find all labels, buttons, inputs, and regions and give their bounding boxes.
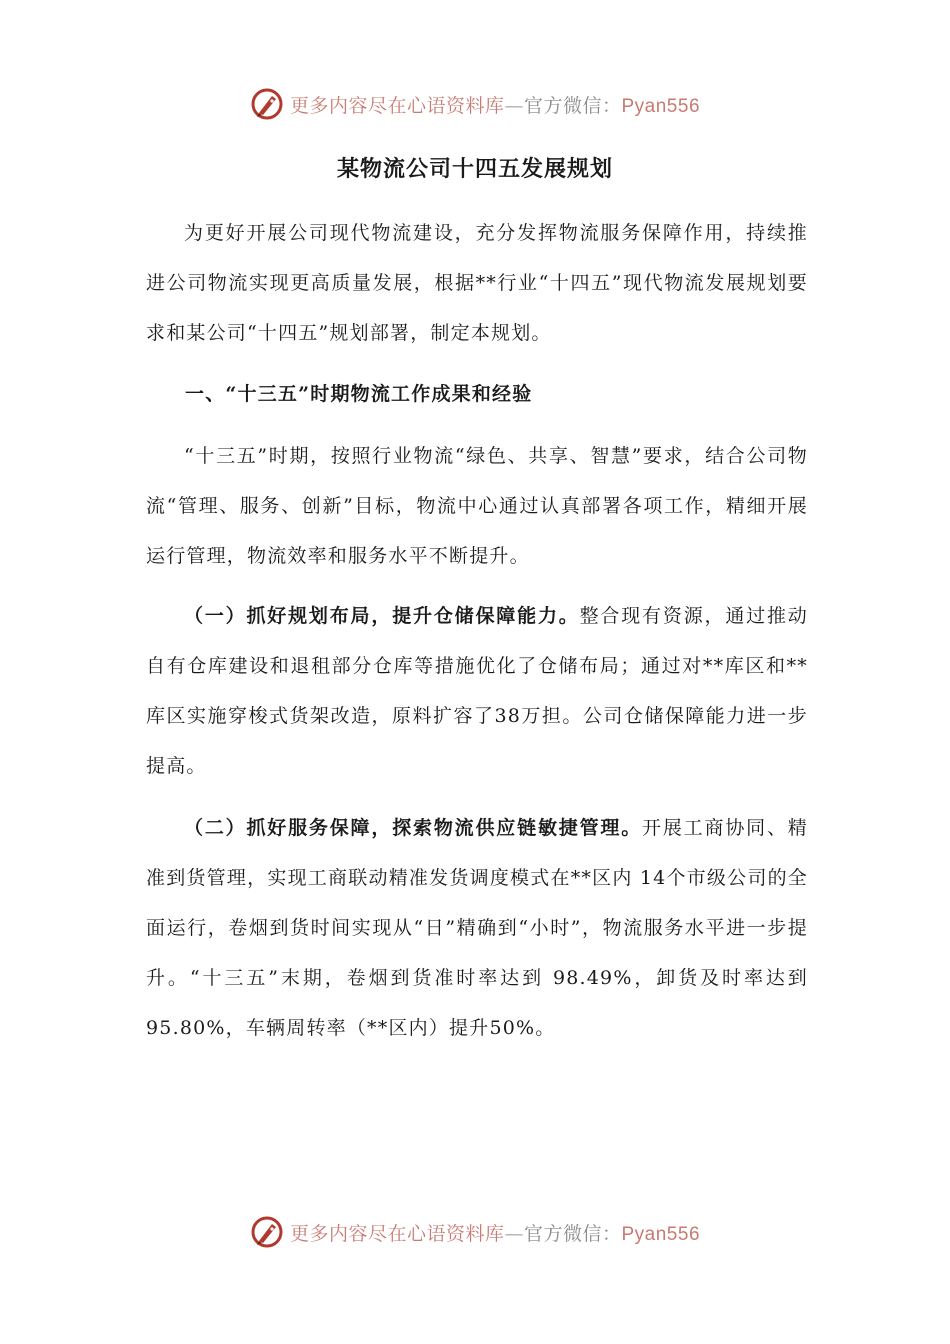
item-lead-1: （一）抓好规划布局，提升仓储保障能力。 [184, 605, 580, 627]
watermark-dash: — [504, 94, 524, 117]
item-body-1: 整合现有资源，通过推动自有仓库建设和退租部分仓库等措施优化了仓储布局；通过对**库区和**库区实施穿梭式货架改造，原料扩容了38万担。公司仓储保障能力进一步提高。 [146, 605, 808, 777]
watermark-wechat-label: 官方微信： [523, 94, 622, 117]
watermark-main: 更多内容尽在心语资料库 [289, 94, 505, 117]
watermark-wechat-id: Pyan556 [621, 95, 701, 117]
footer-watermark [0, 1212, 950, 1252]
watermark-main: 更多内容尽在心语资料库 [289, 1222, 505, 1245]
pen-logo-icon [250, 87, 284, 121]
section-heading: 一、“十三五”时期物流工作成果和经验 [185, 383, 533, 405]
intro-paragraph: 为更好开展公司现代物流建设，充分发挥物流服务保障作用，持续推进公司物流实现更高质量发展，根据**行业“十四五”现代物流发展规划要求和某公司“十四五”规划部署，制定本规划。 [146, 222, 808, 344]
pen-logo-icon [250, 1215, 284, 1249]
watermark-text [290, 1219, 700, 1246]
watermark-dash: — [504, 1222, 524, 1245]
item-body-2: 开展工商协同、精准到货管理，实现工商联动精准发货调度模式在**区内 14个市级公司的全面运行，卷烟到货时间实现从“日”精确到“小时”，物流服务水平进一步提升。“十三五”末期，卷烟到货准时率达到 98.49%，卸货及时率达到 95.80%，车辆周转率（**区内）提升50%。 [146, 817, 808, 1039]
watermark-text [290, 91, 700, 118]
watermark-wechat-id: Pyan556 [621, 1223, 701, 1245]
item-lead-2: （二）抓好服务保障，探索物流供应链敏捷管理。 [184, 817, 643, 839]
document-title: 某物流公司十四五发展规划 [336, 156, 613, 182]
header-watermark [0, 84, 950, 124]
watermark-wechat-label: 官方微信： [523, 1222, 622, 1245]
section-paragraph: “十三五”时期，按照行业物流“绿色、共享、智慧”要求，结合公司物流“管理、服务、创新”目标，物流中心通过认真部署各项工作，精细开展运行管理，物流效率和服务水平不断提升。 [146, 445, 808, 567]
item-paragraph-1 [146, 591, 808, 791]
item-paragraph-2 [146, 803, 808, 1053]
